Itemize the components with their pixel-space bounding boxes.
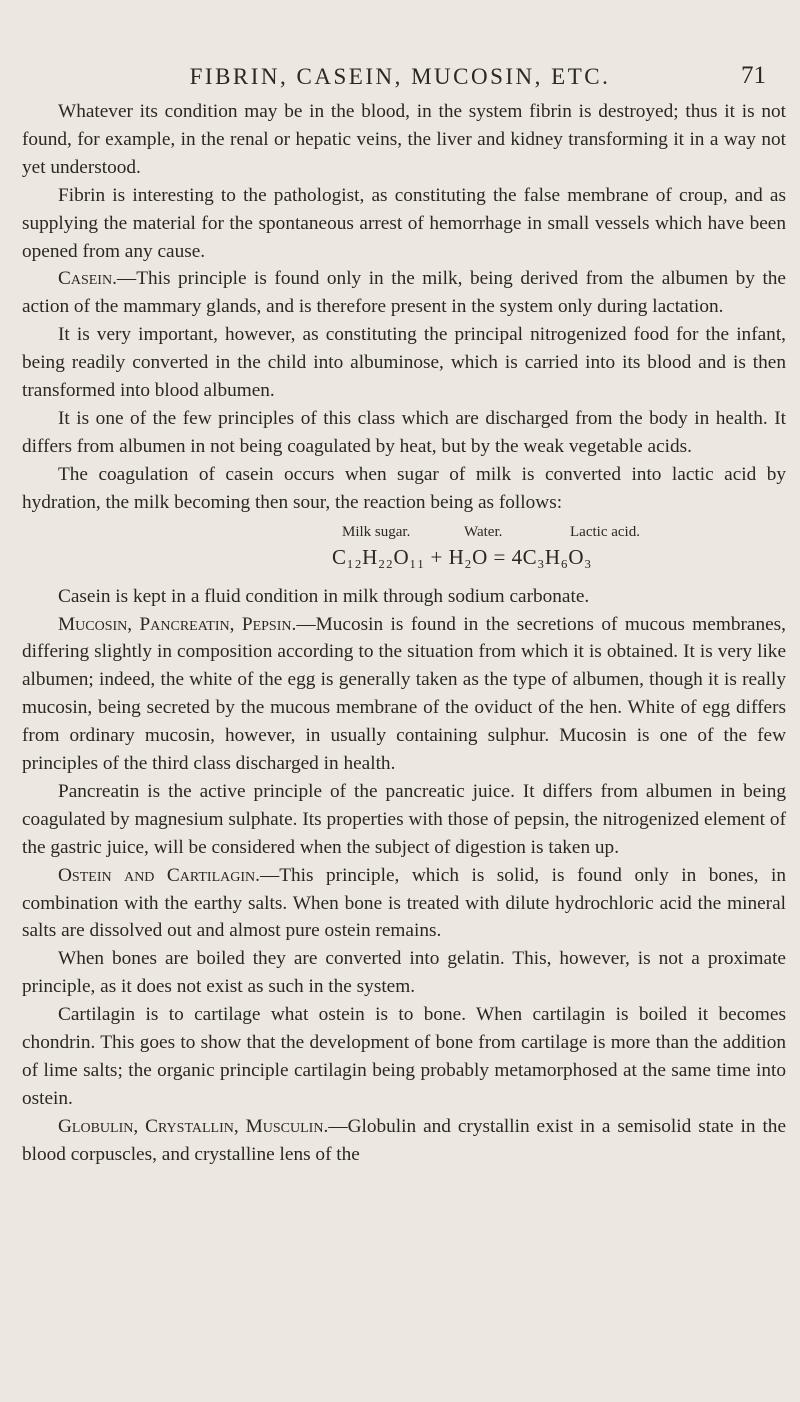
label-water: Water. bbox=[464, 523, 503, 540]
paragraph: When bones are boiled they are converted into gelatin. This, however, is not a proximate principle, as it does not exist as such in the system. bbox=[22, 948, 786, 998]
paragraph: Pancreatin is the active principle of the pancreatic juice. It differs from albumen in being coagulated by magnesium sulphate. Its properties with those of pepsin, the nitrogenized element of the gastric juice, will be considered when the subject of digestion is taken up. bbox=[22, 780, 786, 858]
equation-labels bbox=[332, 523, 786, 541]
page-number: 71 bbox=[741, 62, 766, 89]
paragraph: Mucosin, Pancreatin, Pepsin.—Mucosin is found in the secretions of mucous membranes, differing slightly in composition according to the situation from which it is obtained. It is very like albumen; indeed, the white of the egg is generally taken as the type of albumen, though it is really mucosin, being secreted by the mucous membrane of the oviduct of the hen. White of egg differs from ordinary mucosin, however, in usually containing sulphur. Mucosin is one of the few principles of the third class discharged in health. bbox=[22, 613, 786, 775]
label-milk-sugar: Milk sugar. bbox=[342, 523, 411, 540]
paragraph: It is very important, however, as constituting the principal nitrogenized food for the infant, being readily converted in the child into albuminose, which is carried into its blood and is then transformed into blood albumen. bbox=[22, 324, 786, 402]
paragraph: Fibrin is interesting to the pathologist, as constituting the false membrane of croup, and as supplying the material for the spontaneous arrest of hemorrhage in small vessels which have been opened from any cause. bbox=[22, 184, 786, 262]
paragraph: Globulin, Crystallin, Musculin.—Globulin and crystallin exist in a semisolid state in the blood corpuscles, and crystalline lens of the bbox=[22, 1115, 787, 1165]
paragraph: The coagulation of casein occurs when sugar of milk is converted into lactic acid by hydration, the milk becoming then sour, the reaction being as follows: bbox=[22, 463, 786, 513]
section-heading: Casein. bbox=[58, 268, 117, 290]
paragraph: Ostein and Cartilagin.—This principle, which is solid, is found only in bones, in combination with the earthy salts. When bone is treated with dilute hydrochloric acid the mineral salts are dissolved out and almost pure ostein remains. bbox=[22, 864, 786, 942]
page-body bbox=[22, 98, 786, 1169]
paragraph: It is one of the few principles of this class which are discharged from the body in health. It differs from albumen in not being coagulated by heat, but by the weak vegetable acids. bbox=[22, 407, 786, 457]
chemical-equation bbox=[22, 523, 786, 573]
section-heading: Globulin, Crystallin, Musculin. bbox=[58, 1115, 329, 1137]
paragraph: Whatever its condition may be in the blood, in the system fibrin is destroyed; thus it is not found, for example, in the renal or hepatic veins, the liver and kidney transforming it in a way not yet understood. bbox=[22, 101, 786, 178]
paragraph: Casein.—This principle is found only in the milk, being derived from the albumen by the action of the mammary glands, and is therefore present in the system only during lactation. bbox=[22, 268, 786, 318]
running-head: FIBRIN, CASEIN, MUCOSIN, ETC. bbox=[189, 64, 611, 89]
section-heading: Mucosin, Pancreatin, Pepsin. bbox=[58, 613, 297, 635]
page-header bbox=[0, 62, 800, 96]
section-heading: Ostein and Cartilagin. bbox=[58, 864, 260, 886]
label-lactic-acid: Lactic acid. bbox=[570, 523, 640, 540]
equation-formula: C₁₂H₂₂O₁₁ + H₂O = 4C₃H₆O₃ bbox=[332, 544, 592, 569]
paragraph: Cartilagin is to cartilage what ostein is to bone. When cartilagin is boiled it becomes chondrin. This goes to show that the development of bone from cartilage is more than the addition of lime salts; the organic principle cartilagin being probably metamorphosed at the same time into ostein. bbox=[22, 1004, 786, 1109]
paragraph: Casein is kept in a fluid condition in milk through sodium carbonate. bbox=[58, 585, 590, 607]
